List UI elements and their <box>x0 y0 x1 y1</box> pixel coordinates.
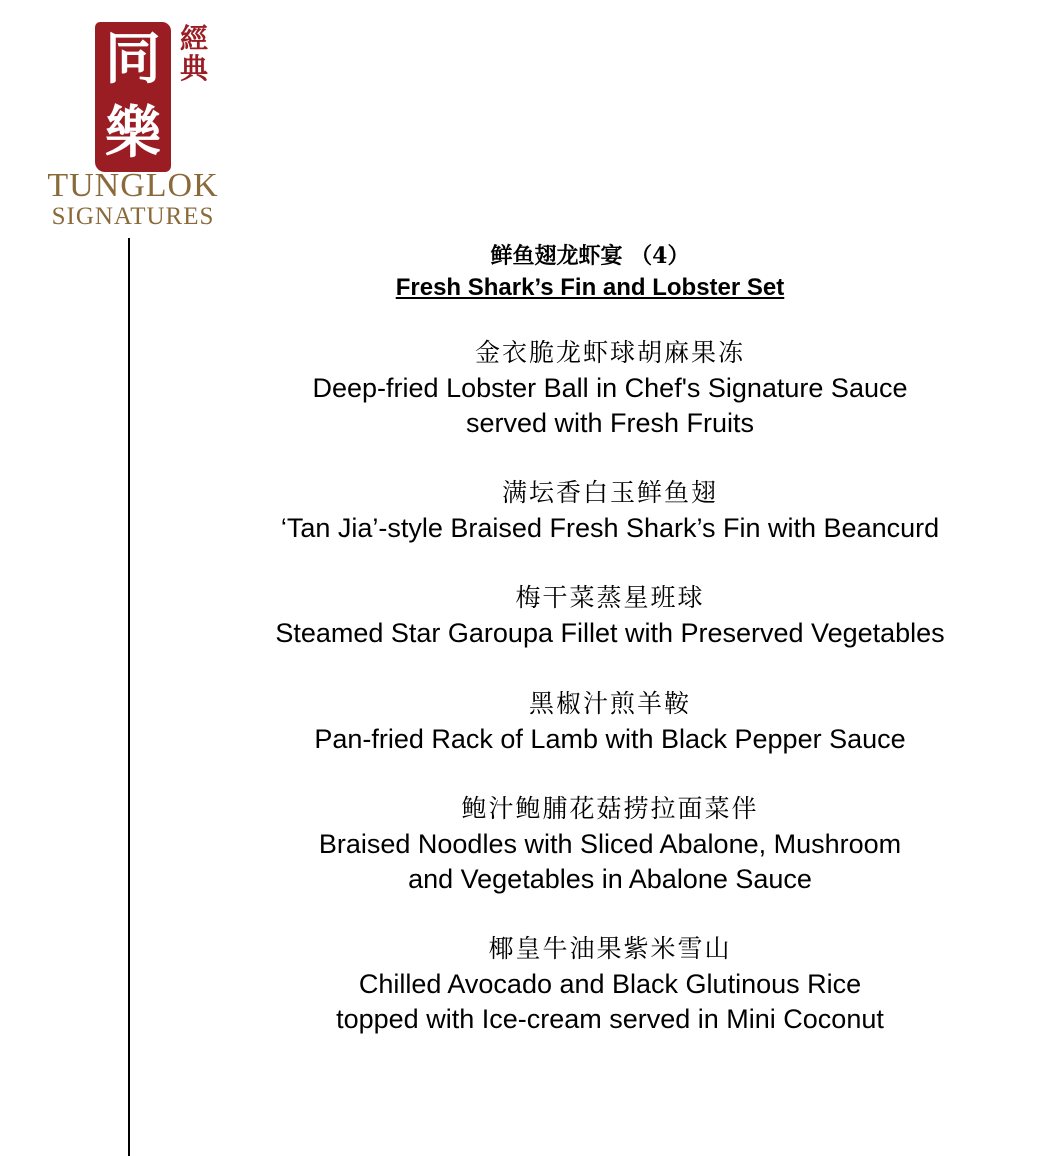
dish-description: topped with Ice-cream served in Mini Coconut <box>336 1004 884 1034</box>
menu-item <box>180 475 1040 546</box>
brand-subtitle: SIGNATURES <box>51 203 215 230</box>
dish-description: Braised Noodles with Sliced Abalone, Mushroom <box>318 829 902 859</box>
dish-description: ‘Tan Jia’-style Braised Fresh Shark’s Fin with Beancurd <box>280 513 940 543</box>
set-title-english: Fresh Shark’s Fin and Lobster Set <box>395 274 785 301</box>
seal-character: 同 <box>105 26 161 92</box>
menu-item <box>180 580 1040 651</box>
tunglok-signatures-logo <box>38 18 228 230</box>
dish-description: served with Fresh Fruits <box>465 408 755 438</box>
dish-name-chinese: 鲍汁鲍脯花菇捞拉面菜伴 <box>461 794 759 823</box>
dish-description: Chilled Avocado and Black Glutinous Rice <box>358 969 862 999</box>
dish-name-chinese: 金衣脆龙虾球胡麻果冻 <box>474 338 745 367</box>
dish-name-chinese: 黑椒汁煎羊鞍 <box>528 689 691 718</box>
dish-description: Deep-fried Lobster Ball in Chef's Signature Sauce <box>312 373 908 403</box>
dish-name-chinese: 满坛香白玉鲜鱼翅 <box>501 478 718 507</box>
seal-character: 樂 <box>105 100 161 166</box>
menu-item <box>180 335 1040 441</box>
vertical-divider-line <box>128 238 130 1156</box>
brand-name: TUNGLOK <box>47 167 219 204</box>
red-seal-stamp <box>95 22 171 172</box>
logo-side-character: 典 <box>179 52 208 85</box>
dish-description: Pan-fried Rack of Lamb with Black Pepper Sauce <box>314 724 906 754</box>
menu-item <box>180 791 1040 897</box>
logo-side-character: 經 <box>179 22 208 55</box>
menu-item <box>180 931 1040 1037</box>
menu-item <box>180 686 1040 757</box>
set-title-chinese: 鲜鱼翅龙虾宴 （4） <box>490 243 690 269</box>
dish-description: and Vegetables in Abalone Sauce <box>408 864 812 894</box>
dish-name-chinese: 椰皇牛油果紫米雪山 <box>488 934 732 963</box>
dish-name-chinese: 梅干菜蒸星班球 <box>515 583 705 612</box>
dish-description: Steamed Star Garoupa Fillet with Preserved Vegetables <box>275 618 945 648</box>
